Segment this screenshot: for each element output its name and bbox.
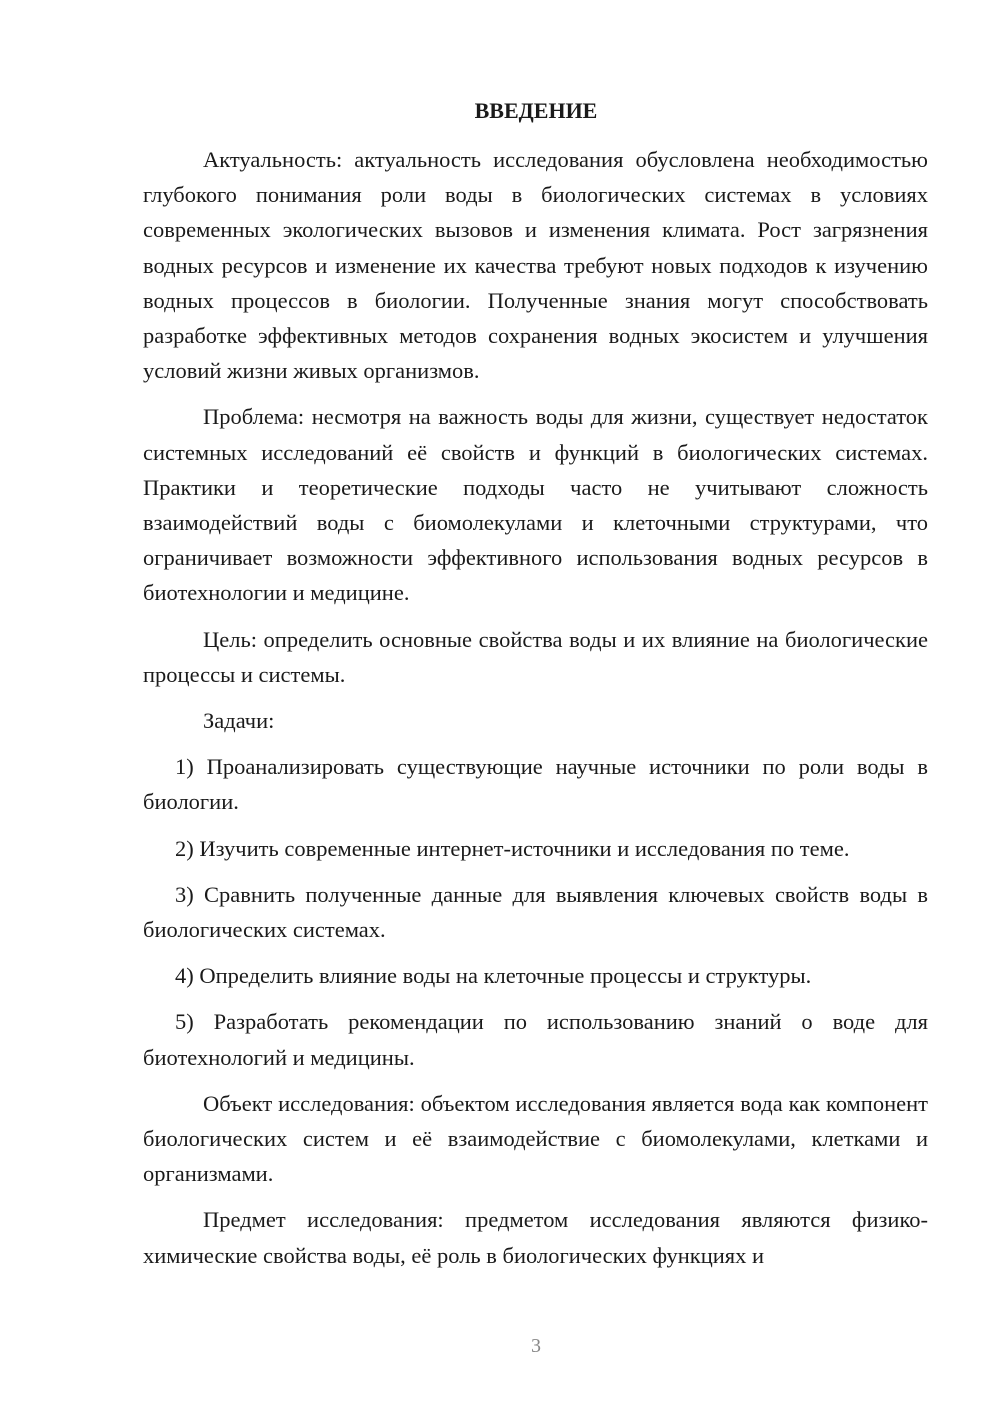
paragraph-subject: Предмет исследования: предметом исследования являются физико-химические свойства воды, её роль в биологических функциях и: [143, 1207, 928, 1268]
task-item-3: 3) Сравнить полученные данные для выявления ключевых свойств воды в биологических системах.: [143, 881, 928, 943]
task-item-5: 5) Разработать рекомендации по использованию знаний о воде для биотехнологий и медицины.: [143, 1009, 928, 1070]
task-item-1: 1) Проанализировать существующие научные источники по роли воды в биологии.: [143, 754, 928, 815]
paragraph-object: Объект исследования: объектом исследования является вода как компонент биологических систем и её взаимодействие с биомолекулами, клетками и организмами.: [143, 1090, 928, 1187]
section-title: ВВЕДЕНИЕ: [474, 98, 598, 123]
task-item-4: 4) Определить влияние воды на клеточные процессы и структуры.: [175, 963, 812, 989]
body-text: [143, 142, 928, 1284]
paragraph-goal: Цель: определить основные свойства воды и их влияние на биологические процессы и системы.: [143, 626, 928, 687]
paragraph-problem: Проблема: несмотря на важность воды для жизни, существует недостаток системных исследований её свойств и функций в биологических системах. Практики и теоретические подходы часто не учитывают сложность взаимодействий воды с биомолекулами и клеточными структурами, что ограничивает возможности эффективного использования водных ресурсов в биотехнологии и медицине.: [143, 404, 928, 606]
tasks-heading: Задачи:: [203, 708, 275, 734]
task-item-2: 2) Изучить современные интернет-источники и исследования по теме.: [175, 835, 850, 861]
paragraph-relevance: Актуальность: актуальность исследования обусловлена необходимостью глубокого понимания роли воды в биологических системах в условиях современных экологических вызовов и изменения климата. Рост загрязнения водных ресурсов и изменение их качества требуют новых подходов к изучению водных процессов в биологии. Полученные знания могут способствовать разработке эффективных методов сохранения водных экосистем и улучшения условий жизни живых организмов.: [143, 147, 928, 384]
page-number: 3: [531, 1335, 541, 1357]
